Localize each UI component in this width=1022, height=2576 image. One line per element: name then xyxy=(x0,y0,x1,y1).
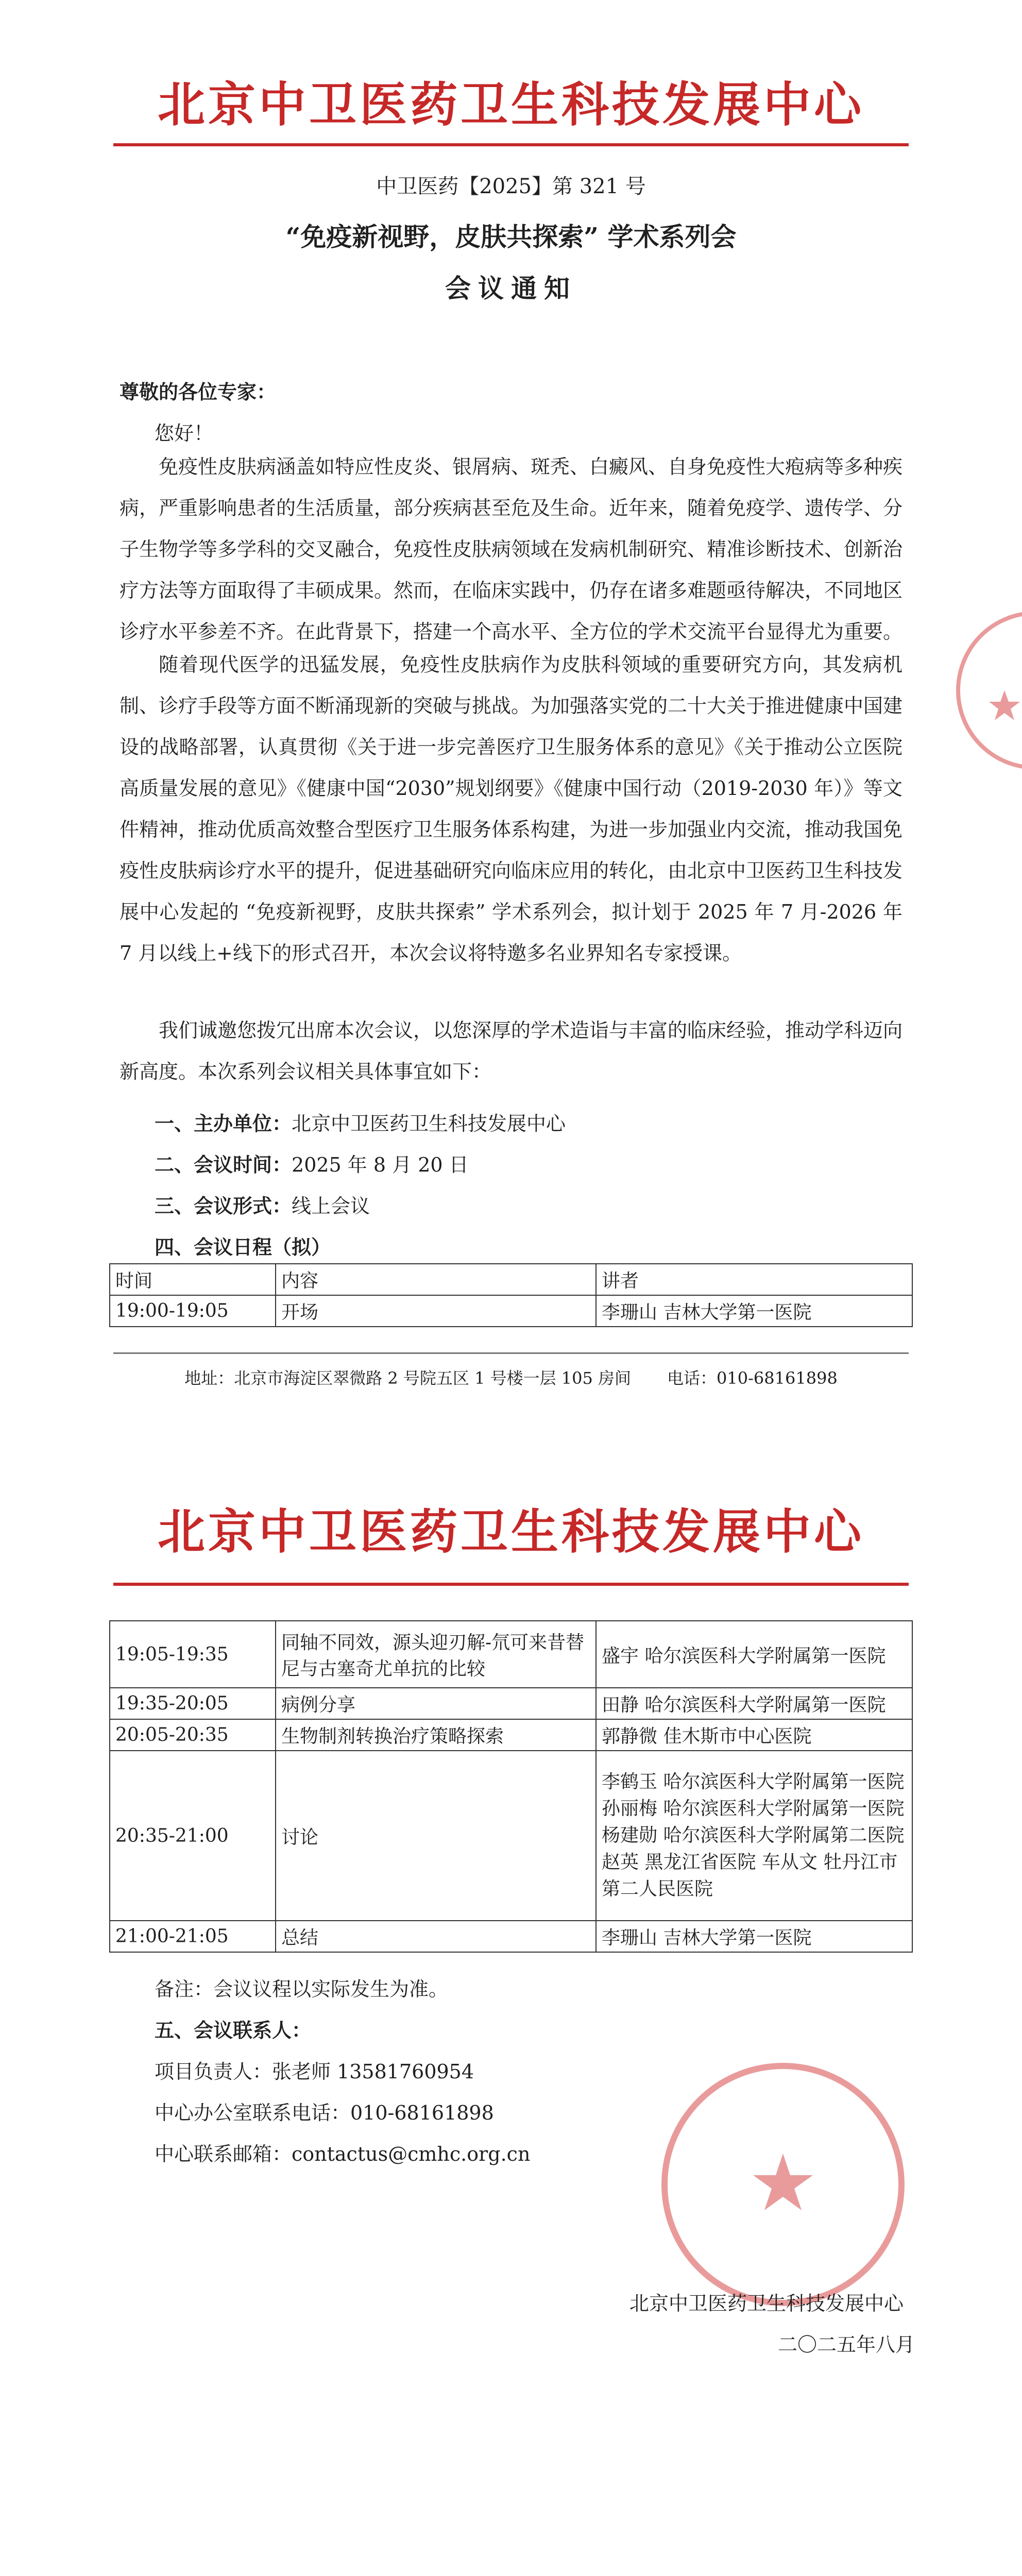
contact-heading: 五、会议联系人： xyxy=(155,2019,312,2042)
row-time: 19:35-20:05 xyxy=(110,1688,276,1719)
meeting-subject: “免疫新视野，皮肤共探索” 学术系列会 xyxy=(285,222,737,252)
table-row xyxy=(110,1688,912,1719)
contact-office-phone: 中心办公室联系电话：010-68161898 xyxy=(155,2102,494,2124)
meeting-time-value: 2025 年 8 月 20 日 xyxy=(292,1154,469,1176)
meeting-format-item xyxy=(155,1190,370,1218)
row-content: 同轴不同效，源头迎刃解-氘可来昔替尼与古塞奇尤单抗的比较 xyxy=(276,1621,596,1688)
header-content: 内容 xyxy=(276,1264,596,1295)
agenda-heading-label: 四、会议日程（拟） xyxy=(155,1235,331,1259)
footer-address: 地址：北京市海淀区翠微路 2 号院五区 1 号楼一层 105 房间 xyxy=(184,1368,632,1388)
table-row xyxy=(110,1751,912,1921)
document-number: 中卫医药【2025】第 321 号 xyxy=(376,175,646,198)
row-speaker: 田静 哈尔滨医科大学附属第一医院 xyxy=(596,1688,912,1719)
row-speaker: 李珊山 吉林大学第一医院 xyxy=(596,1295,912,1327)
row-content: 开场 xyxy=(276,1295,596,1327)
footer-divider xyxy=(113,1352,909,1354)
paragraph-purpose: 随着现代医学的迅猛发展，免疫性皮肤病作为皮肤科领域的重要研究方向，其发病机制、诊疗手段等方面不断涌现新的突破与挑战。为加强落实党的二十大关于推进健康中国建设的战略部署，认真贯彻《关于进一步完善医疗卫生服务体系的意见》《关于推动公立医院高质量发展的意见》《健康中国“2030”规划纲要》《健康中国行动（2019-2030 年）》等文件精神，推动优质高效整合型医疗卫生服务体系构建，为进一步加强业内交流，推动我国免疫性皮肤病诊疗水平的提升，促进基础研究向临床应用的转化，由北京中卫医药卫生科技发展中心发起的 “免疫新视野，皮肤共探索” 学术系列会，拟计划于 2025 年 7 月-2026 年 7 月以线上+线下的形式召开，本次会议将特邀多名业界知名专家授课。 xyxy=(120,653,903,964)
row-speaker: 盛宇 哈尔滨医科大学附属第一医院 xyxy=(596,1621,912,1688)
organizer-value: 北京中卫医药卫生科技发展中心 xyxy=(292,1112,566,1135)
row-content: 总结 xyxy=(276,1921,596,1952)
footer-phone: 电话：010-68161898 xyxy=(667,1368,838,1388)
official-seal-partial xyxy=(917,608,1022,773)
signature-organization: 北京中卫医药卫生科技发展中心 xyxy=(629,2292,904,2315)
meeting-format-value: 线上会议 xyxy=(292,1195,370,1217)
schedule-table-page2 xyxy=(109,1620,913,1953)
schedule-table-page1 xyxy=(109,1263,913,1327)
row-speaker: 郭静微 佳木斯市中心医院 xyxy=(596,1719,912,1751)
paragraph-invitation: 我们诚邀您拨冗出席本次会议，以您深厚的学术造诣与丰富的临床经验，推动学科迈向新高度。本次系列会议相关具体事宜如下： xyxy=(120,1019,903,1083)
org-title-page2: 北京中卫医药卫生科技发展中心 xyxy=(157,1504,864,1560)
header-divider-page2 xyxy=(113,1583,909,1586)
official-seal xyxy=(654,2056,912,2313)
row-time: 20:35-21:00 xyxy=(110,1751,276,1921)
meeting-format-label: 三、会议形式： xyxy=(155,1194,292,1217)
organizer-label: 一、主办单位： xyxy=(155,1112,292,1135)
meeting-time-item xyxy=(155,1149,469,1177)
row-time: 21:00-21:05 xyxy=(110,1921,276,1952)
row-content: 病例分享 xyxy=(276,1688,596,1719)
header-time: 时间 xyxy=(110,1264,276,1295)
table-header-row xyxy=(110,1264,912,1295)
agenda-note: 备注：会议议程以实际发生为准。 xyxy=(155,1978,449,2001)
table-row xyxy=(110,1719,912,1751)
table-row xyxy=(110,1621,912,1688)
meeting-time-label: 二、会议时间： xyxy=(155,1153,292,1176)
row-time: 19:05-19:35 xyxy=(110,1621,276,1688)
organizer-item xyxy=(155,1108,566,1136)
row-content: 生物制剂转换治疗策略探索 xyxy=(276,1719,596,1751)
table-row xyxy=(110,1921,912,1952)
contact-email: 中心联系邮箱：contactus@cmhc.org.cn xyxy=(155,2143,531,2165)
row-time: 20:05-20:35 xyxy=(110,1719,276,1751)
header-divider xyxy=(113,143,909,146)
row-time: 19:00-19:05 xyxy=(110,1295,276,1327)
org-title: 北京中卫医药卫生科技发展中心 xyxy=(157,77,864,132)
header-speaker: 讲者 xyxy=(596,1264,912,1295)
notice-title: 会议通知 xyxy=(445,273,577,303)
row-speaker: 李珊山 吉林大学第一医院 xyxy=(596,1921,912,1952)
contact-project-lead: 项目负责人：张老师 13581760954 xyxy=(155,2060,474,2083)
seal-ring xyxy=(958,613,1022,768)
seal-star xyxy=(989,690,1020,720)
salutation: 尊敬的各位专家： xyxy=(120,380,277,403)
agenda-heading xyxy=(155,1231,331,1260)
row-content: 讨论 xyxy=(276,1751,596,1921)
table-row xyxy=(110,1295,912,1327)
footer-page1 xyxy=(0,1365,1022,1389)
paragraph-background: 免疫性皮肤病涵盖如特应性皮炎、银屑病、斑秃、白癜风、自身免疫性大疱病等多种疾病，严重影响患者的生活质量，部分疾病甚至危及生命。近年来，随着免疫学、遗传学、分子生物学等多学科的交叉融合，免疫性皮肤病领域在发病机制研究、精准诊断技术、创新治疗方法等方面取得了丰硕成果。然而，在临床实践中，仍存在诸多难题亟待解决，不同地区诊疗水平参差不齐。在此背景下，搭建一个高水平、全方位的学术交流平台显得尤为重要。 xyxy=(120,455,903,643)
row-speaker: 李鹤玉 哈尔滨医科大学附属第一医院 孙丽梅 哈尔滨医科大学附属第一医院 杨建勋 哈尔滨医科大学附属第二医院 赵英 黑龙江省医院 车从文 牡丹江市第二人民医院 xyxy=(596,1751,912,1921)
seal-star xyxy=(753,2154,813,2210)
signature-date: 二〇二五年八月 xyxy=(778,2333,915,2356)
greeting: 您好！ xyxy=(155,422,214,445)
